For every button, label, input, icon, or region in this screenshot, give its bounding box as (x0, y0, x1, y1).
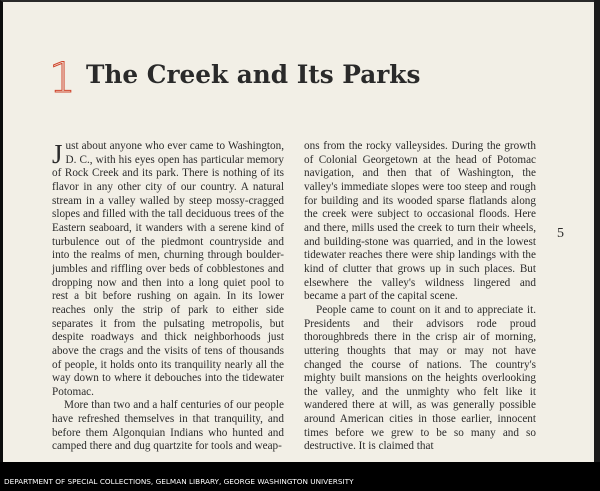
left-text-column (52, 140, 284, 454)
right-text-column (304, 140, 536, 454)
paragraph: People came to count on it and to appreciate it. Presidents and their advisors rode proud thoroughbreds there in the crisp air of morning, uttering thoughts that may or may not have changed the course of nations. The country's mighty built mansions on the heights overlooking the valley, and the unmighty who felt like it wandered there at will, as was generally possible around American cities in those earlier, innocent times before we grew to be so many and so destructive. It is claimed that (304, 303, 536, 453)
chapter-title: The Creek and Its Parks (86, 60, 421, 89)
footer-credit: DEPARTMENT OF SPECIAL COLLECTIONS, GELMAN LIBRARY, GEORGE WASHINGTON UNIVERSITY (4, 477, 354, 486)
paragraph-text: ust about anyone who ever came to Washington, D. C., with his eyes open has particular memory of Rock Creek and its park. There is nothing of its flavor in any other city of our country. A natural stream in a valley walled by steep mossy-cragged slopes and filled with the tall deciduous trees of the Eastern seaboard, it wanders with a serene kind of turbulence out of the piedmont countryside and into the realms of men, churning through boulder-jumbles and riffling over beds of cobblestones and dropping now and then into a long quiet pool to rest a bit before rushing on again. In its lower reaches only the strip of park to either side separates it from the pulsating metropolis, but despite roadways and thick neighborhoods just above the crags and the visits of tens of thousands of people, it holds onto its tranquility nearly all the way down to where it debouches into the tidewater Potomac. (52, 140, 284, 398)
paragraph: More than two and a half centuries of our people have refreshed themselves in that tranquility, and before them Algonquian Indians who hunted and camped there and dug quartzite for tools and weap- (52, 399, 284, 453)
drop-cap: J (52, 139, 63, 169)
paragraph (52, 140, 284, 399)
paragraph: ons from the rocky valleysides. During the growth of Colonial Georgetown at the head of Potomac navigation, and then that of Washington, the valley's immediate slopes were too steep and rough for building and its wooded sparse flatlands along the creek were subject to occasional floods. Here and there, mills used the creek to turn their wheels, and building-stone was quarried, and in the lowest tidewater reaches there were ship landings with the kind of clutter that grows up in such places. But elsewhere the valley's wildness lingered and became a part of the capital scene. (304, 140, 536, 303)
page-number: 5 (557, 226, 564, 241)
chapter-number: 1 (49, 53, 76, 102)
